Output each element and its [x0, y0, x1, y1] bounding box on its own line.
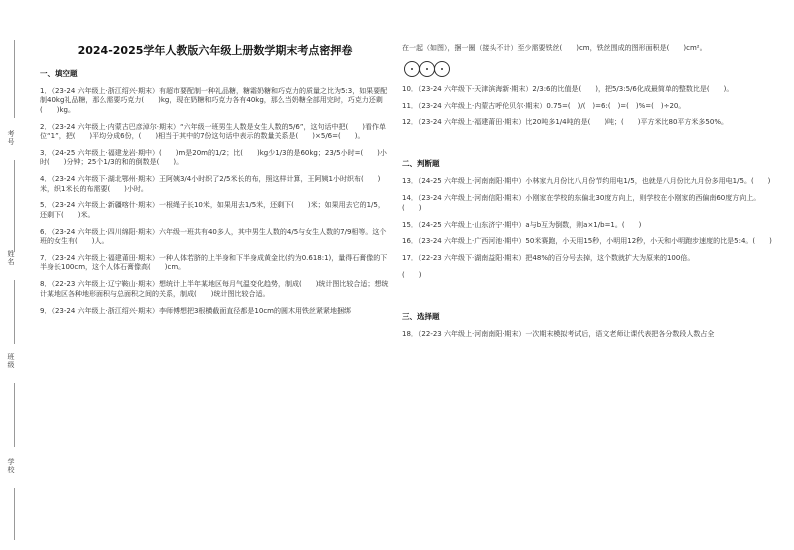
- question-9-continued: 在一起（如图），捆一圈（接头不计）至少需要铁丝( )cm，铁丝围成的图形面积是( )cm²。: [402, 44, 707, 52]
- question-12: 12．（23-24 六年级上·福建莆田·期末）比20吨多1/4吨的是( )吨；( )平方米比80平方米多50%。: [402, 118, 728, 127]
- binding-line: [14, 280, 15, 344]
- question-10: 10．（23-24 六年级下·天津滨海新·期末）2/3:6的比值是( )，把5/3:5/6化成最简单的整数比是( )。: [402, 84, 734, 93]
- question-6: 6．（23-24 六年级上·四川绵阳·期末）六年级一班共有40多人，其中男生人数的4/5与女生人数的7/9相等。这个班的女生有( )人。: [40, 227, 387, 246]
- question-18: 18．（22-23 六年级上·河南南阳·期末）一次期末模拟考试后，语文老师让课代表把各分数段人数占全: [402, 329, 715, 338]
- log-circle: [404, 61, 420, 77]
- binding-label-school: 学校: [7, 458, 15, 474]
- binding-label-exam-number: 考号: [7, 130, 15, 146]
- question-17: 17．（22-23 六年级下·湖南益阳·期末）把48%的百分号去掉，这个数就扩大为原来的100倍。: [402, 254, 695, 263]
- question-13: 13．（24-25 六年级上·河南南阳·期中）小林家九月份比八月份节约用电1/5，也就是八月份比九月份多用电1/5。( ): [402, 177, 771, 186]
- question-2: 2．（23-24 六年级上·内蒙古巴彦淖尔·期末）“六年级一班男生人数是女生人数的5/6”，这句话中把( )看作单位“1”，把( )平均分成6份，( )相当于其中的7份这句话中表示的数量关系是( )×5/6=( )。: [40, 122, 386, 141]
- question-1: 1．（23-24 六年级上·浙江绍兴·期末）有超市要配制一种礼品糖，糖霜奶糖和巧克力的质量之比为5:3，如果要配制40kg礼品糖，那么需要巧克力( )kg，现在奶糖和巧克力各有40kg，那么当奶糖全部用完时，巧克力还剩( )kg。: [40, 86, 388, 114]
- section-heading-choice: 三、选择题: [402, 311, 440, 321]
- exam-title: 2024-2025学年人教版六年级上册数学期末考点密押卷: [77, 44, 353, 57]
- spacer: [402, 135, 777, 155]
- question-15: 15．（24-25 六年级上·山东济宁·期中）a与b互为倒数，则a×1/b=1。( ): [402, 220, 642, 229]
- binding-margin: [0, 40, 26, 540]
- log-circle: [419, 61, 435, 77]
- binding-line: [14, 383, 15, 447]
- binding-label-class: 班级: [7, 353, 15, 369]
- question-3: 3．（24-25 六年级上·福建龙岩·期中）( )m是20m的1/2；比( )kg少1/3的是60kg；23/5小时=( )小时( )分钟；25个1/3的和的倒数是( )。: [40, 148, 387, 167]
- question-14: 14．（23-24 六年级上·河南信阳·期末）小刚家在学校的东偏北30度方向上，则学校在小刚家的西偏南60度方向上。( ): [402, 194, 761, 212]
- binding-label-name: 姓名: [7, 250, 15, 266]
- log-circle: [434, 61, 450, 77]
- question-8: 8．（22-23 六年级上·辽宁鞍山·期末）想统计上半年某地区每月气温变化趋势，制成( )统计图比较合适；想统计某地区各种地形面积与总面积之间的关系，制成( )统计图比较合适。: [40, 280, 389, 298]
- question-9: 9．（23-24 六年级上·浙江绍兴·期末）李师傅想把3根横截面直径都是10cm的圆木用铁丝紧紧地捆绑: [40, 306, 351, 315]
- section-heading-judge: 二、判断题: [402, 159, 440, 169]
- section-heading-fill: 一、填空题: [40, 68, 78, 78]
- binding-line: [14, 160, 15, 252]
- question-4: 4．（23-24 六年级下·湖北鄂州·期末）王阿姨3/4小时织了2/5米长的布，照这样计算，王阿姨1小时织布( )米，织1米长的布需要( )小时。: [40, 175, 381, 193]
- right-column: [402, 44, 777, 347]
- spacer: [402, 288, 777, 308]
- binding-line: [14, 488, 15, 540]
- question-17-answer-blank: ( ): [402, 271, 422, 280]
- binding-line: [14, 40, 15, 118]
- question-7: 7．（23-24 六年级上·福建莆田·期末）一种人体若脐的上半身和下半身成黄金比(约为0.618:1)，量得石膏像的下半身长100cm，这个人体石膏像高( )cm。: [40, 254, 388, 272]
- left-column: [40, 40, 390, 323]
- question-11: 11．（23-24 六年级上·内蒙古呼伦贝尔·期末）0.75=( )/( )=6:( )=( )%=( )÷20。: [402, 101, 686, 110]
- three-logs-figure: [404, 61, 777, 77]
- question-16: 16．（23-24 六年级上·广西河池·期中）50米赛跑，小天用15秒，小明用12秒，小天和小明跑步速度的比是5:4。( ): [402, 237, 772, 246]
- question-5: 5．（23-24 六年级上·新疆喀什·期末）一根绳子长10米，如果用去1/5米，还剩下( )米；如果用去它的1/5，还剩下( )米。: [40, 201, 385, 219]
